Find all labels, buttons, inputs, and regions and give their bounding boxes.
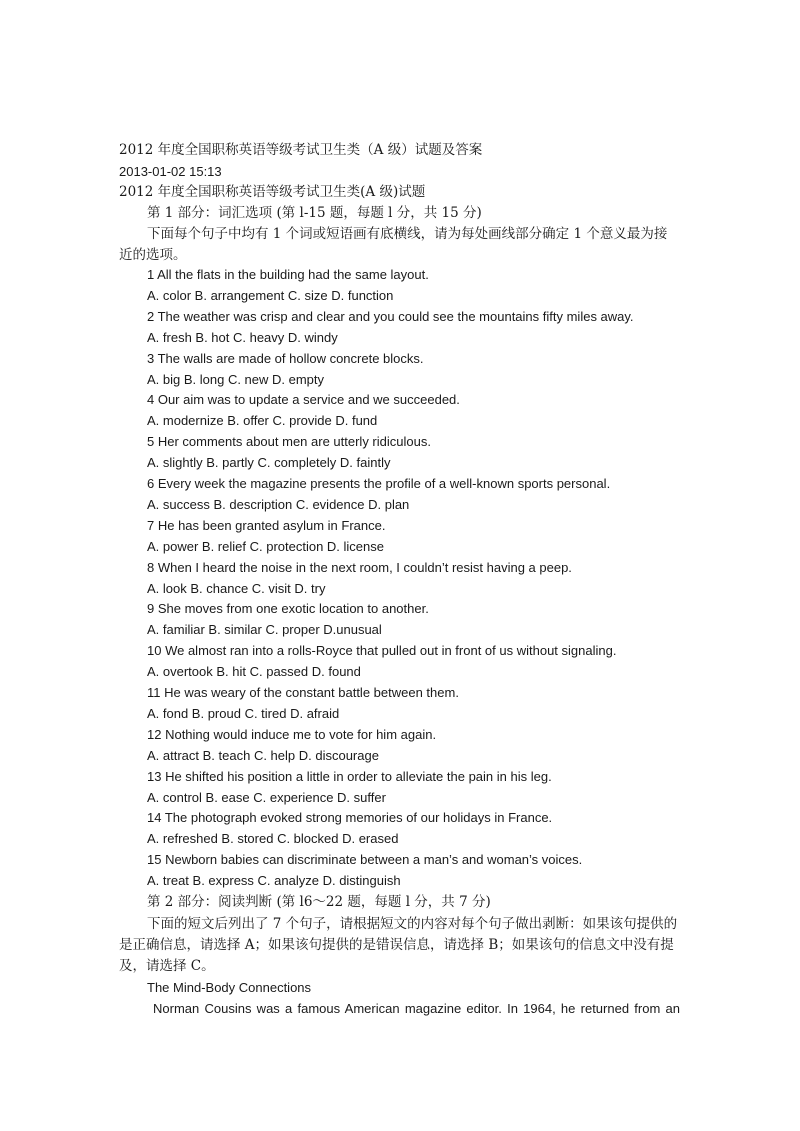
question-2-options: A. fresh B. hot C. heavy D. windy xyxy=(147,329,338,345)
question-10-stem: 10 We almost ran into a rolls-Royce that pulled out in front of us without signaling. xyxy=(147,643,617,659)
question-13-stem: 13 He shifted his position a little in order to alleviate the pain in his leg. xyxy=(147,768,552,784)
question-12-stem: 12 Nothing would induce me to vote for him again. xyxy=(147,726,437,742)
question-11-stem: 11 He was weary of the constant battle between them. xyxy=(147,685,459,700)
question-15-stem: 15 Newborn babies can discriminate between a man’s and woman’s voices. xyxy=(147,852,583,868)
passage-title: The Mind-Body Connections xyxy=(147,980,312,995)
question-7-options: A. power B. relief C. protection D. license xyxy=(147,538,384,554)
question-10-options: A. overtook B. hit C. passed D. found xyxy=(147,664,361,680)
question-9-options: A. familiar B. similar C. proper D.unusual xyxy=(147,622,382,638)
question-1-stem: 1 All the flats in the building had the same layout. xyxy=(147,267,429,282)
question-8-stem: 8 When I heard the noise in the next room, I couldn’t resist having a peep. xyxy=(147,559,572,575)
part2-instructions: 下面的短文后列出了 7 个句子，请根据短文的内容对每个句子做出剥断：如果该句提供的是正确信息，请选择 A；如果该句提供的是错误信息，请选择 B；如果该句的信息文中没有提及，请选择 C。 xyxy=(119,916,678,974)
question-14-options: A. refreshed B. stored C. blocked D. erased xyxy=(147,831,399,847)
question-12-options: A. attract B. teach C. help D. discourage xyxy=(147,747,379,763)
question-4-stem: 4 Our aim was to update a service and we succeeded. xyxy=(147,392,460,408)
question-3-stem: 3 The walls are made of hollow concrete blocks. xyxy=(147,350,424,366)
question-5-stem: 5 Her comments about men are utterly ridiculous. xyxy=(147,434,431,450)
part2-heading: 第 2 部分：阅读判断 (第 l6～22 题，每题 l 分，共 7 分) xyxy=(147,894,491,910)
question-6-stem: 6 Every week the magazine presents the profile of a well-known sports personal. xyxy=(147,476,611,491)
question-4-options: A. modernize B. offer C. provide D. fund xyxy=(147,413,378,429)
question-15-options: A. treat B. express C. analyze D. distinguish xyxy=(147,873,401,889)
question-6-options: A. success B. description C. evidence D. plan xyxy=(147,496,410,512)
document-title: 2012 年度全国职称英语等级考试卫生类（A 级）试题及答案 xyxy=(119,142,483,158)
part1-heading: 第 1 部分：词汇选项 (第 l-15 题，每题 l 分，共 15 分) xyxy=(147,205,482,221)
question-14-stem: 14 The photograph evoked strong memories of our holidays in France. xyxy=(147,810,553,826)
question-11-options: A. fond B. proud C. tired D. afraid xyxy=(147,705,340,721)
question-9-stem: 9 She moves from one exotic location to another. xyxy=(147,601,429,617)
question-1-options: A. color B. arrangement C. size D. function xyxy=(147,287,394,303)
question-7-stem: 7 He has been granted asylum in France. xyxy=(147,517,386,533)
passage-first-line: Norman Cousins was a famous American magazine editor. In 1964, he returned from an xyxy=(153,1001,680,1016)
question-2-stem: 2 The weather was crisp and clear and you could see the mountains fifty miles away. xyxy=(147,308,634,324)
document-datetime: 2013-01-02 15:13 xyxy=(119,164,222,179)
question-8-options: A. look B. chance C. visit D. try xyxy=(147,580,326,596)
document-subtitle: 2012 年度全国职称英语等级考试卫生类(A 级)试题 xyxy=(119,184,426,200)
question-13-options: A. control B. ease C. experience D. suffer xyxy=(147,789,386,805)
question-5-options: A. slightly B. partly C. completely D. faintly xyxy=(147,455,391,471)
question-3-options: A. big B. long C. new D. empty xyxy=(147,371,325,387)
part1-instructions: 下面每个句子中均有 1 个词或短语画有底横线，请为每处画线部分确定 1 个意义最为接近的选项。 xyxy=(119,226,668,263)
